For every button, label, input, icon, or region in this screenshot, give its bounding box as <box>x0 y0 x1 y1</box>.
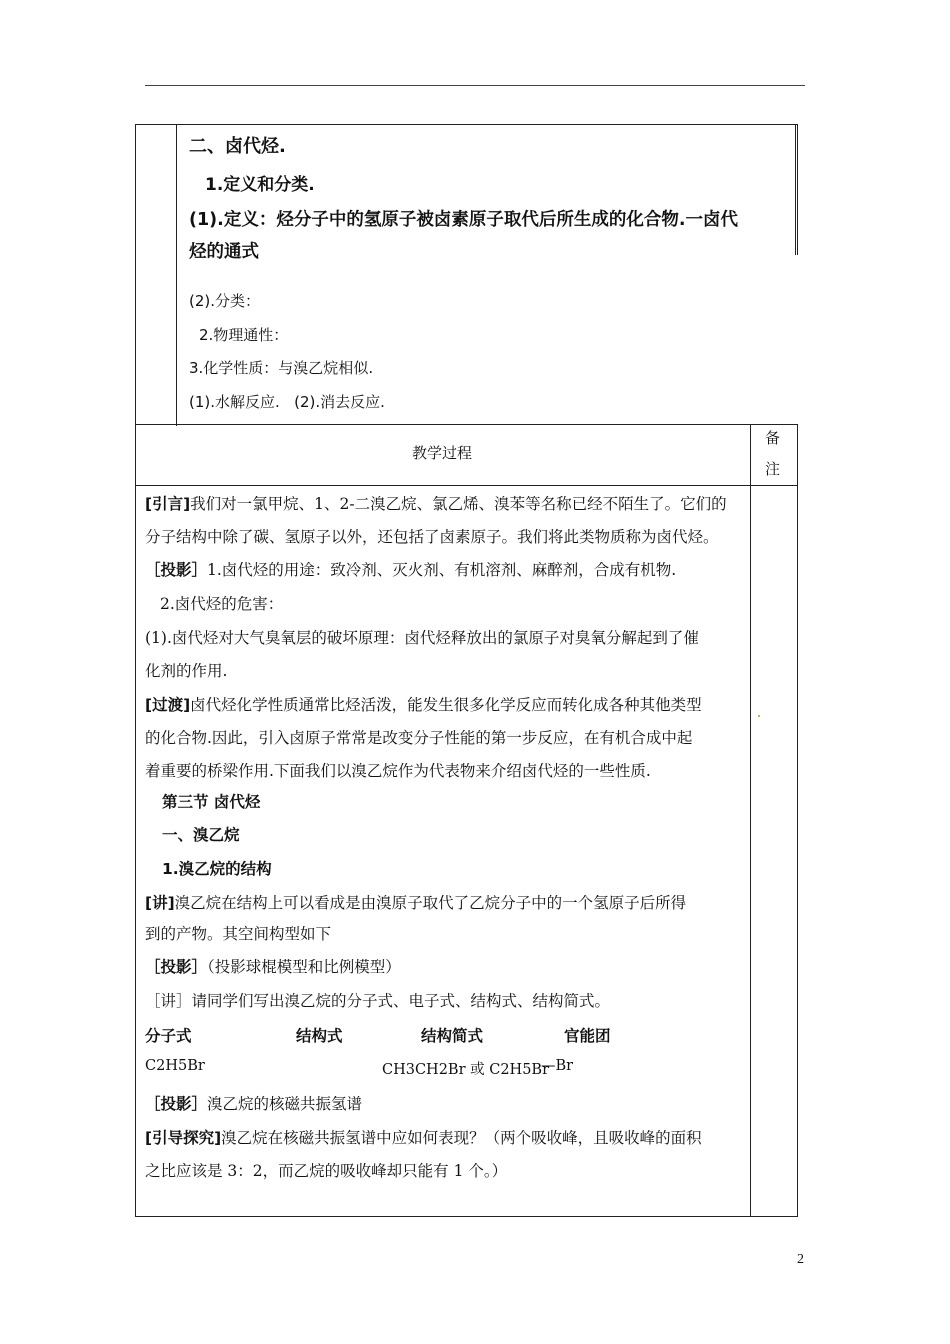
subsection-structure: 1.溴乙烷的结构 <box>162 860 272 878</box>
transition-line-3: 着重要的桥梁作用.下面我们以溴乙烷作为代表物来介绍卤代烃的一些性质. <box>145 762 651 780</box>
section-title: 第三节 卤代烃 <box>162 793 261 811</box>
notes-header-1: 备 <box>765 429 781 447</box>
hazards-line-1: (1).卤代烃对大气臭氧层的破坏原理：卤代烃释放出的氯原子对臭氧分解起到了催 <box>145 629 699 647</box>
classification-label: (2).分类： <box>189 292 261 310</box>
intro-line-1: [引言]我们对一氯甲烷、1、2-二溴乙烷、氯乙烯、溴苯等名称已经不陌生了。它们的 <box>145 495 727 513</box>
functional-group-value: —Br <box>541 1058 574 1074</box>
simplified-formula-value: CH3CH2Br 或 C2H5Br <box>382 1062 550 1078</box>
lecture-line-2: 到的产物。其空间构型如下 <box>145 925 332 943</box>
col-structural-formula: 结构式 <box>296 1027 343 1045</box>
notes-header-2: 注 <box>765 460 781 478</box>
definition-line-2: 烃的通式 <box>189 242 259 262</box>
subsection-bromoethane: 一、溴乙烷 <box>162 826 240 844</box>
outline-inner-border <box>176 125 177 426</box>
reaction-types: (1).水解反应. (2).消去反应. <box>189 393 385 411</box>
chemical-property-label: 3.化学性质：与溴乙烷相似. <box>189 359 374 377</box>
col-functional-group: 官能团 <box>564 1027 611 1045</box>
lecture-formula-prompt: ［讲］请同学们写出溴乙烷的分子式、电子式、结构式、结构简式。 <box>145 992 611 1010</box>
teaching-process-header: 教学过程 <box>412 444 473 462</box>
transition-line-1: [过渡]卤代烃化学性质通常比烃活泼，能发生很多化学反应而转化成各种其他类型 <box>145 696 702 714</box>
hazards-line-2: 化剂的作用. <box>145 662 228 680</box>
page-number: 2 <box>797 1252 804 1267</box>
outline-heading: 二、卤代烃. <box>189 136 286 157</box>
definition-line-1: (1).定义：烃分子中的氢原子被卤素原子取代后所生成的化合物.一卤代 <box>189 210 738 230</box>
col-simplified-formula: 结构简式 <box>421 1027 484 1045</box>
projection-nmr: ［投影］溴乙烷的核磁共振氢谱 <box>145 1095 363 1113</box>
physical-property-label: 2.物理通性： <box>199 326 289 344</box>
outline-right-border <box>795 125 796 255</box>
transition-line-2: 的化合物.因此，引入卤原子常常是改变分子性能的第一步反应，在有机合成中起 <box>145 729 693 747</box>
header-rule <box>145 85 805 86</box>
projection-uses: ［投影］1.卤代烃的用途：致冷剂、灭火剂、有机溶剂、麻醉剂，合成有机物. <box>145 561 677 579</box>
guided-inquiry-line-2: 之比应该是 3：2，而乙烷的吸收峰却只能有 1 个。） <box>145 1162 508 1180</box>
col-molecular-formula: 分子式 <box>145 1027 192 1045</box>
guided-inquiry-line-1: [引导探究]溴乙烷在核磁共振氢谱中应如何表现？（两个吸收峰，且吸收峰的面积 <box>145 1129 702 1147</box>
lecture-line-1: [讲]溴乙烷在结构上可以看成是由溴原子取代了乙烷分子中的一个氢原子后所得 <box>145 894 687 912</box>
hazards-label: 2.卤代烃的危害： <box>160 595 284 613</box>
molecular-formula-value: C2H5Br <box>145 1058 205 1074</box>
intro-line-2: 分子结构中除了碳、氢原子以外，还包括了卤素原子。我们将此类物质称为卤代烃。 <box>145 528 719 546</box>
outline-subheading: 1.定义和分类. <box>205 175 315 195</box>
projection-models: ［投影］（投影球棍模型和比例模型） <box>145 958 401 976</box>
